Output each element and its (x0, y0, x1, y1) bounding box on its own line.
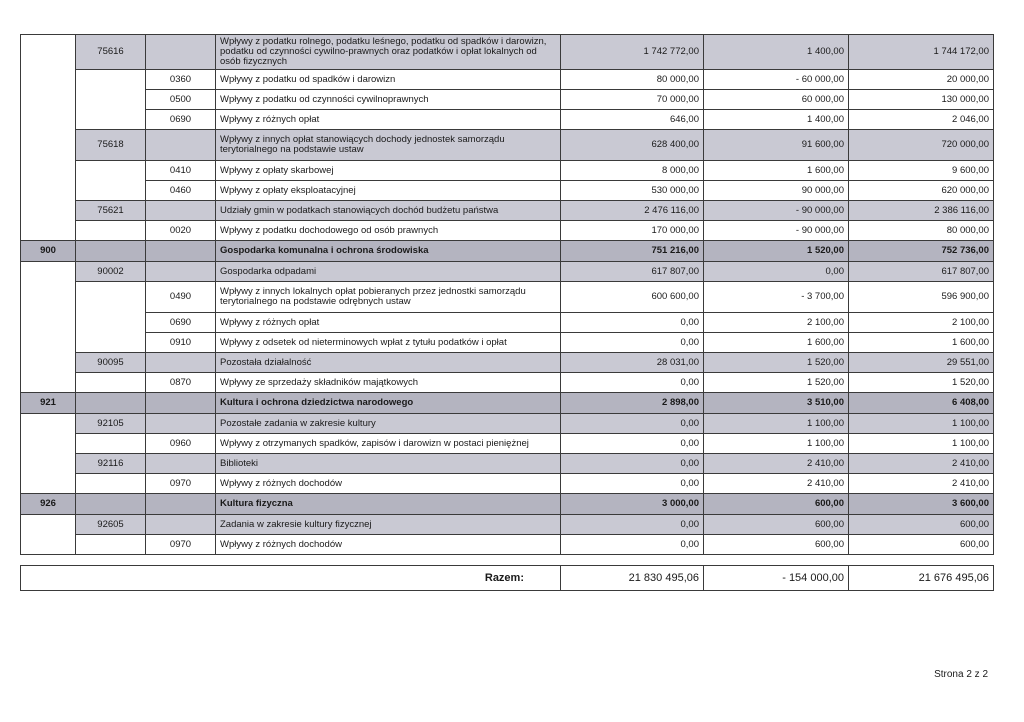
table-row-paragraph (21, 434, 994, 454)
row-plan: 646,00 (561, 110, 704, 130)
row-plan: 1 742 772,00 (561, 35, 704, 70)
table-row-paragraph (21, 282, 994, 313)
row-description: Wpływy z podatku dochodowego od osób prawnych (216, 221, 561, 241)
table-row-paragraph (21, 161, 994, 181)
row-description: Wpływy z opłaty eksploatacyjnej (216, 181, 561, 201)
row-after-change: 1 520,00 (849, 373, 994, 393)
paragraph-code: 0960 (146, 434, 216, 454)
row-description: Gospodarka komunalna i ochrona środowiska (216, 241, 561, 262)
paragraph-cell (146, 201, 216, 221)
paragraph-cell (146, 494, 216, 515)
table-row-division (21, 393, 994, 414)
table-row-paragraph (21, 474, 994, 494)
row-plan: 80 000,00 (561, 70, 704, 90)
paragraph-code: 0360 (146, 70, 216, 90)
row-description: Biblioteki (216, 454, 561, 474)
row-description: Wpływy z odsetek od nieterminowych wpłat z tytułu podatków i opłat (216, 333, 561, 353)
row-change: 600,00 (704, 494, 849, 515)
table-row-chapter (21, 262, 994, 282)
table-row-paragraph (21, 373, 994, 393)
row-change: 1 600,00 (704, 161, 849, 181)
row-change: 1 100,00 (704, 414, 849, 434)
row-change: - 90 000,00 (704, 201, 849, 221)
row-after-change: 600,00 (849, 515, 994, 535)
row-plan: 617 807,00 (561, 262, 704, 282)
paragraph-code: 0410 (146, 161, 216, 181)
row-change: - 60 000,00 (704, 70, 849, 90)
table-row-chapter (21, 130, 994, 161)
row-after-change: 3 600,00 (849, 494, 994, 515)
row-description: Wpływy z opłaty skarbowej (216, 161, 561, 181)
row-after-change: 6 408,00 (849, 393, 994, 414)
row-change: 3 510,00 (704, 393, 849, 414)
chapter-cell (76, 241, 146, 262)
total-plan: 21 830 495,06 (561, 566, 704, 591)
division-cell (21, 515, 76, 555)
row-description: Wpływy ze sprzedaży składników majątkowych (216, 373, 561, 393)
total-table (20, 565, 994, 591)
row-description: Wpływy z różnych dochodów (216, 535, 561, 555)
table-row-paragraph (21, 181, 994, 201)
row-change: 1 520,00 (704, 353, 849, 373)
chapter-code: 92605 (76, 515, 146, 535)
total-row (21, 566, 994, 591)
paragraph-code: 0690 (146, 110, 216, 130)
row-change: - 3 700,00 (704, 282, 849, 313)
row-after-change: 2 046,00 (849, 110, 994, 130)
paragraph-code: 0460 (146, 181, 216, 201)
row-plan: 3 000,00 (561, 494, 704, 515)
division-cell (21, 414, 76, 494)
row-after-change: 2 410,00 (849, 474, 994, 494)
chapter-code: 92116 (76, 454, 146, 474)
paragraph-cell (146, 241, 216, 262)
row-change: 600,00 (704, 515, 849, 535)
row-after-change: 29 551,00 (849, 353, 994, 373)
row-change: 1 520,00 (704, 373, 849, 393)
row-description: Gospodarka odpadami (216, 262, 561, 282)
row-description: Wpływy z otrzymanych spadków, zapisów i darowizn w postaci pieniężnej (216, 434, 561, 454)
division-code: 921 (21, 393, 76, 414)
row-description: Pozostałe zadania w zakresie kultury (216, 414, 561, 434)
row-change: 90 000,00 (704, 181, 849, 201)
row-plan: 28 031,00 (561, 353, 704, 373)
row-change: 2 410,00 (704, 454, 849, 474)
row-description: Wpływy z podatku rolnego, podatku leśnego, podatku od spadków i darowizn, podatku od czynności cywilno-prawnych oraz podatków i opłat lokalnych od osób fizycznych (216, 35, 561, 70)
chapter-code: 92105 (76, 414, 146, 434)
row-plan: 600 600,00 (561, 282, 704, 313)
row-change: - 90 000,00 (704, 221, 849, 241)
row-description: Pozostała działalność (216, 353, 561, 373)
table-row-paragraph (21, 535, 994, 555)
row-plan: 0,00 (561, 414, 704, 434)
chapter-cell (76, 434, 146, 454)
paragraph-code: 0690 (146, 313, 216, 333)
row-change: 0,00 (704, 262, 849, 282)
paragraph-code: 0500 (146, 90, 216, 110)
table-row-paragraph (21, 90, 994, 110)
chapter-cell (76, 494, 146, 515)
paragraph-cell (146, 353, 216, 373)
row-after-change: 130 000,00 (849, 90, 994, 110)
row-plan: 0,00 (561, 434, 704, 454)
row-after-change: 2 386 116,00 (849, 201, 994, 221)
row-after-change: 600,00 (849, 535, 994, 555)
table-body (21, 35, 994, 555)
table-row-division (21, 494, 994, 515)
paragraph-cell (146, 262, 216, 282)
row-after-change: 2 410,00 (849, 454, 994, 474)
row-plan: 170 000,00 (561, 221, 704, 241)
row-after-change: 80 000,00 (849, 221, 994, 241)
row-description: Udziały gmin w podatkach stanowiących dochód budżetu państwa (216, 201, 561, 221)
row-description: Wpływy z podatku od czynności cywilnoprawnych (216, 90, 561, 110)
row-plan: 8 000,00 (561, 161, 704, 181)
row-plan: 0,00 (561, 313, 704, 333)
chapter-cell (76, 161, 146, 201)
row-after-change: 20 000,00 (849, 70, 994, 90)
row-after-change: 720 000,00 (849, 130, 994, 161)
paragraph-cell (146, 130, 216, 161)
total-after: 21 676 495,06 (849, 566, 994, 591)
row-change: 2 410,00 (704, 474, 849, 494)
paragraph-code: 0970 (146, 474, 216, 494)
chapter-code: 75621 (76, 201, 146, 221)
row-description: Wpływy z różnych opłat (216, 313, 561, 333)
row-after-change: 596 900,00 (849, 282, 994, 313)
row-plan: 70 000,00 (561, 90, 704, 110)
row-after-change: 1 600,00 (849, 333, 994, 353)
row-description: Wpływy z podatku od spadków i darowizn (216, 70, 561, 90)
chapter-cell (76, 282, 146, 353)
chapter-cell (76, 393, 146, 414)
chapter-cell (76, 221, 146, 241)
row-change: 2 100,00 (704, 313, 849, 333)
paragraph-cell (146, 393, 216, 414)
division-cell (21, 35, 76, 241)
chapter-cell (76, 474, 146, 494)
table-row-chapter (21, 454, 994, 474)
paragraph-cell (146, 414, 216, 434)
row-plan: 2 898,00 (561, 393, 704, 414)
paragraph-code: 0910 (146, 333, 216, 353)
row-after-change: 9 600,00 (849, 161, 994, 181)
row-description: Kultura fizyczna (216, 494, 561, 515)
row-after-change: 2 100,00 (849, 313, 994, 333)
table-row-chapter (21, 35, 994, 70)
table-row-chapter (21, 515, 994, 535)
row-after-change: 1 744 172,00 (849, 35, 994, 70)
chapter-code: 90095 (76, 353, 146, 373)
row-description: Wpływy z innych lokalnych opłat pobieranych przez jednostki samorządu terytorialnego na podstawie odrębnych ustaw (216, 282, 561, 313)
paragraph-code: 0870 (146, 373, 216, 393)
row-description: Wpływy z różnych opłat (216, 110, 561, 130)
row-plan: 0,00 (561, 333, 704, 353)
row-after-change: 752 736,00 (849, 241, 994, 262)
row-description: Wpływy z innych opłat stanowiących dochody jednostek samorządu terytorialnego na podstawie ustaw (216, 130, 561, 161)
row-change: 1 100,00 (704, 434, 849, 454)
row-after-change: 620 000,00 (849, 181, 994, 201)
row-change: 1 400,00 (704, 35, 849, 70)
row-plan: 751 216,00 (561, 241, 704, 262)
table-row-paragraph (21, 110, 994, 130)
row-description: Kultura i ochrona dziedzictwa narodowego (216, 393, 561, 414)
row-change: 60 000,00 (704, 90, 849, 110)
paragraph-cell (146, 35, 216, 70)
row-change: 1 520,00 (704, 241, 849, 262)
table-row-chapter (21, 414, 994, 434)
row-description: Wpływy z różnych dochodów (216, 474, 561, 494)
row-description: Zadania w zakresie kultury fizycznej (216, 515, 561, 535)
paragraph-code: 0490 (146, 282, 216, 313)
chapter-cell (76, 373, 146, 393)
division-code: 900 (21, 241, 76, 262)
total-change: - 154 000,00 (704, 566, 849, 591)
row-change: 600,00 (704, 535, 849, 555)
paragraph-code: 0020 (146, 221, 216, 241)
chapter-cell (76, 535, 146, 555)
row-plan: 628 400,00 (561, 130, 704, 161)
row-change: 91 600,00 (704, 130, 849, 161)
table-row-paragraph (21, 333, 994, 353)
row-after-change: 617 807,00 (849, 262, 994, 282)
row-after-change: 1 100,00 (849, 434, 994, 454)
table-row-chapter (21, 353, 994, 373)
table-row-paragraph (21, 313, 994, 333)
page-number: Strona 2 z 2 (934, 669, 988, 680)
table-row-paragraph (21, 70, 994, 90)
row-plan: 0,00 (561, 373, 704, 393)
table-row-paragraph (21, 221, 994, 241)
total-label: Razem: (21, 566, 561, 591)
paragraph-code: 0970 (146, 535, 216, 555)
row-plan: 2 476 116,00 (561, 201, 704, 221)
division-cell (21, 262, 76, 393)
chapter-cell (76, 70, 146, 130)
row-plan: 530 000,00 (561, 181, 704, 201)
row-after-change: 1 100,00 (849, 414, 994, 434)
table-row-division (21, 241, 994, 262)
table-row-chapter (21, 201, 994, 221)
row-change: 1 400,00 (704, 110, 849, 130)
budget-table (20, 34, 994, 555)
paragraph-cell (146, 515, 216, 535)
row-plan: 0,00 (561, 535, 704, 555)
division-code: 926 (21, 494, 76, 515)
row-plan: 0,00 (561, 454, 704, 474)
row-plan: 0,00 (561, 474, 704, 494)
chapter-code: 90002 (76, 262, 146, 282)
chapter-code: 75616 (76, 35, 146, 70)
row-change: 1 600,00 (704, 333, 849, 353)
paragraph-cell (146, 454, 216, 474)
row-plan: 0,00 (561, 515, 704, 535)
chapter-code: 75618 (76, 130, 146, 161)
